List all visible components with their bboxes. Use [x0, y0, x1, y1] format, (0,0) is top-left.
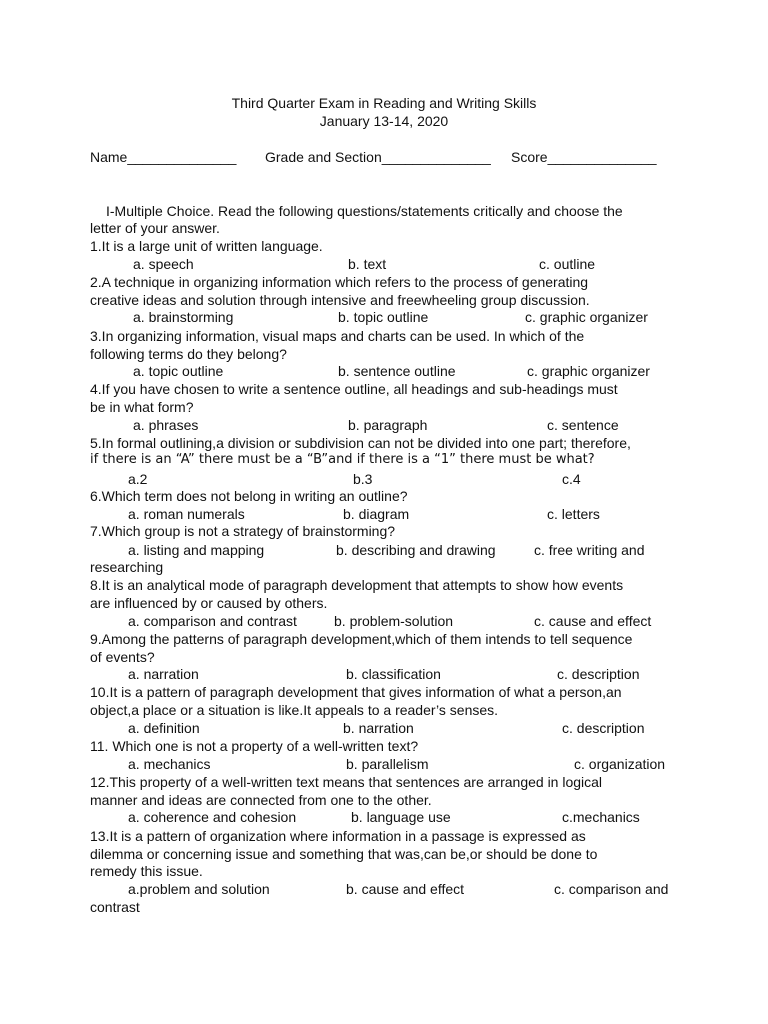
- question-5-option-a: a.2: [128, 471, 148, 487]
- question-4-option-a: a. phrases: [133, 417, 199, 433]
- question-3-text-line-1: 3.In organizing information, visual maps and charts can be used. In which of the: [90, 328, 585, 344]
- question-13-text-line-3: remedy this issue.: [90, 863, 203, 879]
- question-1-text: 1.It is a large unit of written language.: [90, 238, 323, 254]
- question-9-option-b: b. classification: [346, 666, 441, 682]
- question-13-option-c: c. comparison and: [554, 881, 669, 897]
- question-1-option-a: a. speech: [133, 256, 194, 272]
- question-12-option-a: a. coherence and cohesion: [128, 809, 297, 825]
- question-12-text-line-1: 12.This property of a well-written text means that sentences are arranged in logical: [90, 774, 603, 790]
- question-7-option-c: c. free writing and: [534, 542, 645, 558]
- question-8-option-b: b. problem-solution: [334, 613, 454, 629]
- question-7-option-b: b. describing and drawing: [336, 542, 496, 558]
- question-1-option-c: c. outline: [539, 256, 596, 272]
- score-field: Score______________: [511, 149, 657, 165]
- question-11-option-a: a. mechanics: [128, 756, 211, 772]
- question-8-option-c: c. cause and effect: [534, 613, 652, 629]
- question-12-option-c: c.mechanics: [562, 809, 640, 825]
- question-13-option-a: a.problem and solution: [128, 881, 270, 897]
- question-12-option-b: b. language use: [351, 809, 451, 825]
- grade-section-field: Grade and Section______________: [265, 149, 491, 165]
- question-9-option-c: c. description: [557, 666, 640, 682]
- name-field: Name______________: [90, 149, 237, 165]
- question-9-option-a: a. narration: [128, 666, 199, 682]
- question-10-option-c: c. description: [562, 720, 645, 736]
- question-2-text-line-2: creative ideas and solution through intensive and freewheeling group discussion.: [90, 292, 590, 308]
- question-9-text-line-1: 9.Among the patterns of paragraph development,which of them intends to tell sequence: [90, 631, 633, 647]
- question-11-option-b: b. parallelism: [346, 756, 429, 772]
- question-2-option-b: b. topic outline: [338, 309, 429, 325]
- exam-title: Third Quarter Exam in Reading and Writing Skills: [231, 95, 537, 111]
- question-11-text: 11. Which one is not a property of a well-written text?: [90, 738, 419, 754]
- question-3-option-b: b. sentence outline: [338, 363, 456, 379]
- question-2-option-a: a. brainstorming: [133, 309, 234, 325]
- question-7-option-a: a. listing and mapping: [128, 542, 265, 558]
- question-12-text-line-2: manner and ideas are connected from one to the other.: [90, 792, 432, 808]
- question-4-option-c: c. sentence: [547, 417, 619, 433]
- question-6-option-b: b. diagram: [343, 506, 410, 522]
- question-4-text-line-2: be in what form?: [90, 399, 194, 415]
- question-5-text-line-1: 5.In formal outlining,a division or subdivision can not be divided into one part; therefore,: [90, 435, 631, 451]
- question-3-text-line-2: following terms do they belong?: [90, 346, 287, 362]
- question-8-text-line-2: are influenced by or caused by others.: [90, 595, 328, 611]
- question-8-option-a: a. comparison and contrast: [128, 613, 297, 629]
- question-2-option-c: c. graphic organizer: [525, 309, 648, 325]
- question-4-text-line-1: 4.If you have chosen to write a sentence outline, all headings and sub-headings must: [90, 381, 618, 397]
- question-6-option-c: c. letters: [547, 506, 600, 522]
- question-10-text-line-2: object,a place or a situation is like.It appeals to a reader’s senses.: [90, 702, 499, 718]
- question-7-option-c-continuation: researching: [90, 559, 164, 575]
- question-3-option-c: c. graphic organizer: [527, 363, 650, 379]
- question-2-text-line-1: 2.A technique in organizing information which refers to the process of generating: [90, 274, 589, 290]
- question-1-option-b: b. text: [348, 256, 387, 272]
- instructions-line-2: letter of your answer.: [90, 220, 220, 236]
- question-8-text-line-1: 8.It is an analytical mode of paragraph development that attempts to show how events: [90, 577, 624, 593]
- question-13-text-line-1: 13.It is a pattern of organization where information in a passage is expressed as: [90, 828, 586, 844]
- question-4-option-b: b. paragraph: [348, 417, 428, 433]
- question-5-text-line-2: if there is an “A” there must be a “B”and if there is a “1” there must be what?: [90, 452, 595, 467]
- question-5-option-b: b.3: [353, 471, 373, 487]
- instructions-line-1: I-Multiple Choice. Read the following questions/statements critically and choose the: [106, 203, 623, 219]
- question-10-option-a: a. definition: [128, 720, 200, 736]
- question-3-option-a: a. topic outline: [133, 363, 224, 379]
- question-11-option-c: c. organization: [574, 756, 666, 772]
- question-6-option-a: a. roman numerals: [128, 506, 245, 522]
- question-10-option-b: b. narration: [343, 720, 414, 736]
- question-13-option-c-continuation: contrast: [90, 899, 140, 915]
- question-6-text: 6.Which term does not belong in writing an outline?: [90, 488, 408, 504]
- question-10-text-line-1: 10.It is a pattern of paragraph development that gives information of what a person,an: [90, 684, 622, 700]
- question-7-text: 7.Which group is not a strategy of brainstorming?: [90, 523, 396, 539]
- question-5-option-c: c.4: [562, 471, 581, 487]
- question-9-text-line-2: of events?: [90, 649, 155, 665]
- exam-date: January 13-14, 2020: [319, 113, 449, 129]
- question-13-option-b: b. cause and effect: [346, 881, 465, 897]
- question-13-text-line-2: dilemma or concerning issue and something that was,can be,or should be done to: [90, 846, 598, 862]
